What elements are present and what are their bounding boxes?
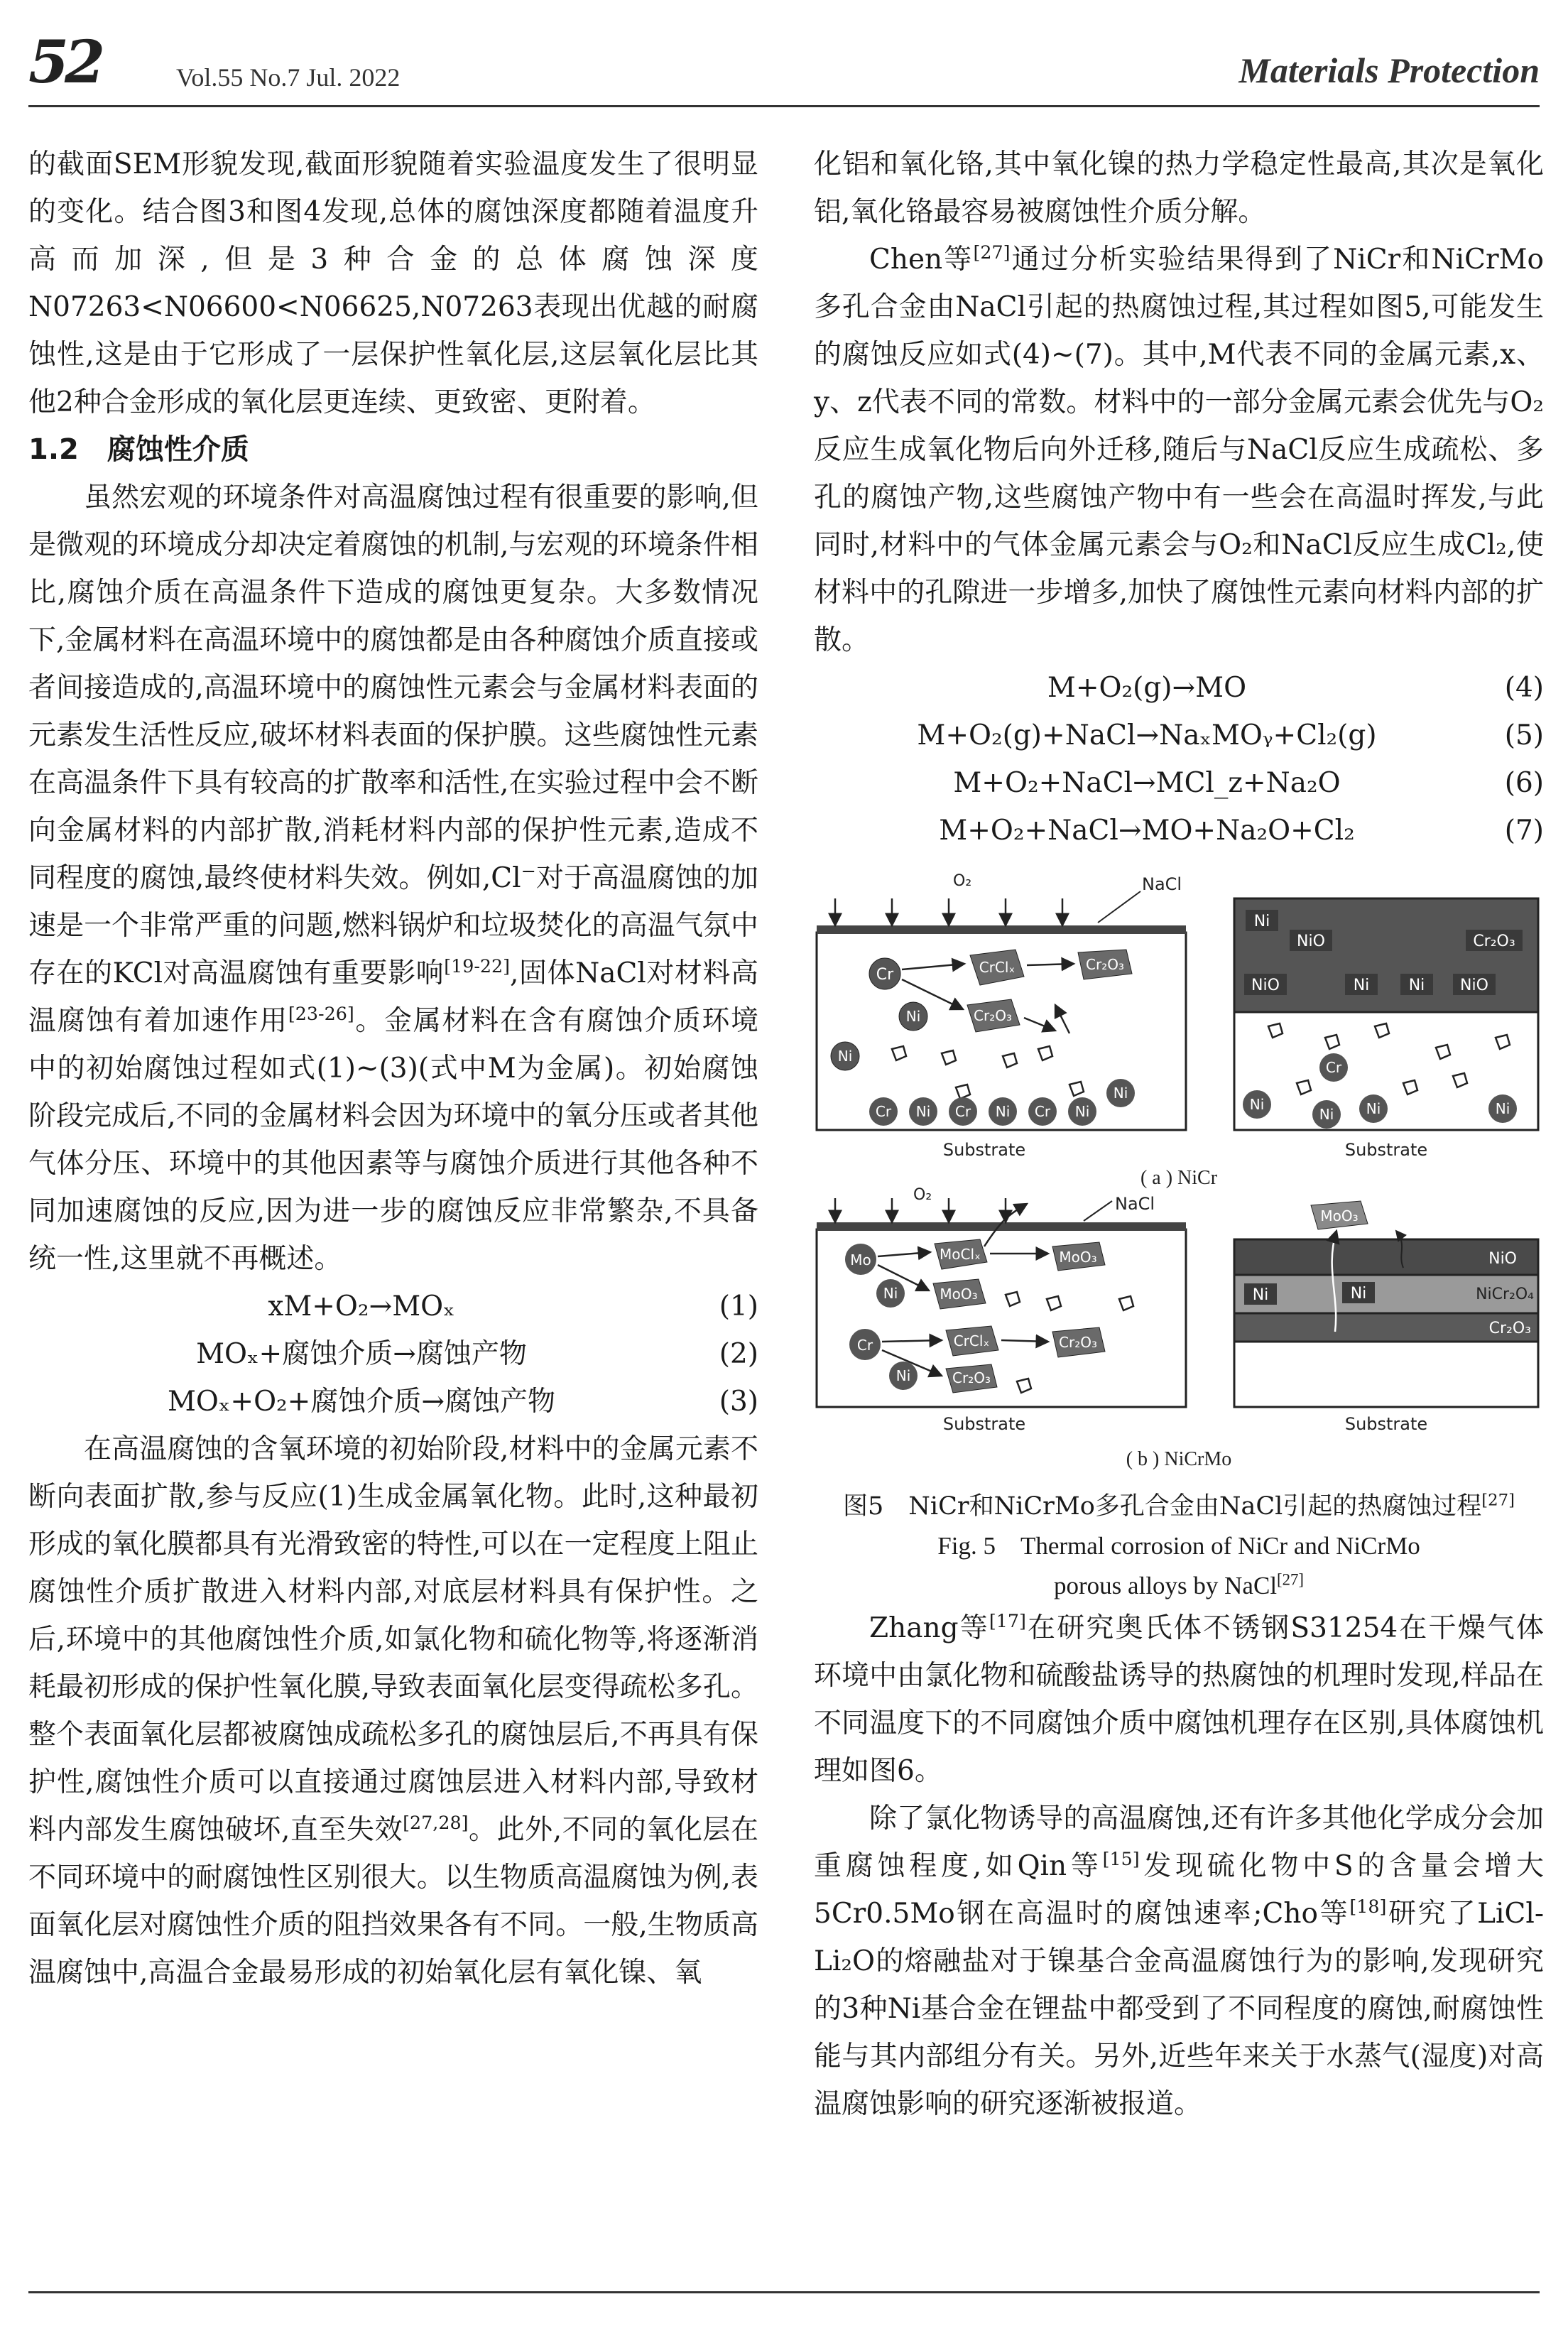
- figure-5: [814, 870, 1544, 1599]
- ni-atom: Ni: [895, 1367, 911, 1384]
- citation: [27]: [973, 241, 1011, 263]
- ni-label: Ni: [1253, 913, 1270, 930]
- ni-atom: Ni: [1249, 1096, 1265, 1113]
- cr-atom: Cr: [876, 966, 894, 984]
- figure-caption-en: Fig. 5 Thermal corrosion of NiCr and NiCrMo: [937, 1532, 1420, 1560]
- figure-caption-cn: 图5 NiCr和NiCrMo多孔合金由NaCl引起的热腐蚀过程[27]: [842, 1491, 1515, 1521]
- equation-2: MOₓ+腐蚀介质→腐蚀产物 (2): [196, 1338, 758, 1370]
- ni-atom: Ni: [1495, 1100, 1510, 1117]
- substrate-label: Substrate: [942, 1140, 1026, 1160]
- nio-label: NiO: [1251, 977, 1280, 994]
- cr2o3-product: Cr₂O₃: [1086, 956, 1124, 973]
- figure-5-diagram: [814, 870, 1544, 1580]
- citation: [19-22]: [444, 955, 511, 977]
- paragraph: Chen等[27]通过分析实验结果得到了NiCr和NiCrMo多孔合金由NaCl引起的热腐蚀过程,其过程如图5,可能发生的腐蚀反应如式(4)~(7)。其中,M代表不同的金属元素,x、y、z代表不同的常数。材料中的一部分金属元素会优先与O₂反应生成氧化物后向外迁移,随后与NaCl反应生成疏松、多孔的腐蚀产物,这些腐蚀产物中有一些会在高温时挥发,与此同时,材料中的气体金属元素会与O₂和NaCl反应生成Cl₂,使材料中的孔隙进一步增多,加快了腐蚀性元素向材料内部的扩散。: [814, 241, 1545, 656]
- equation-1: xM+O₂→MOₓ (1): [268, 1291, 758, 1322]
- nio-label: NiO: [1460, 977, 1488, 994]
- left-column: [28, 141, 758, 1996]
- nio-layer-label: NiO: [1488, 1250, 1517, 1268]
- header-rule: [28, 105, 1540, 107]
- mo-atom: Mo: [850, 1251, 871, 1268]
- moclx-product: MoClₓ: [940, 1246, 981, 1263]
- equation-5: M+O₂(g)+NaCl→NaₓMOᵧ+Cl₂(g) (5): [917, 719, 1544, 751]
- o2-label: O₂: [953, 872, 972, 890]
- cr-atom: Cr: [1325, 1059, 1342, 1076]
- crclx-product: CrClₓ: [979, 959, 1016, 976]
- figure-caption-en-2: porous alloys by NaCl[27]: [1054, 1570, 1304, 1599]
- panel-a-after: [1234, 898, 1538, 1160]
- nacl-label: NaCl: [1142, 874, 1182, 894]
- ni-label: Ni: [1353, 977, 1370, 994]
- paragraph: Zhang等[17]在研究奥氏体不锈钢S31254在干燥气体环境中由氯化物和硫酸盐诱导的热腐蚀的机理时发现,样品在不同温度下的不同腐蚀介质中腐蚀机理存在区别,具体腐蚀机理如图6。: [814, 1610, 1544, 1787]
- paragraph: 虽然宏观的环境条件对高温腐蚀过程有很重要的影响,但是微观的环境成分却决定着腐蚀的机制,与宏观的环境条件相比,腐蚀介质在高温条件下造成的腐蚀更复杂。大多数情况下,金属材料在高温环境中的腐蚀都是由各种腐蚀介质直接或者间接造成的,高温环境中的腐蚀性元素会与金属材料表面的元素发生活性反应,破坏材料表面的保护膜。这些腐蚀性元素在高温条件下具有较高的扩散率和活性,在实验过程中会不断向金属材料的内部扩散,消耗材料内部的保护性元素,造成不同程度的腐蚀,最终使材料失效。例如,Cl−对于高温腐蚀的加速是一个非常严重的问题,燃料锅炉和垃圾焚化的高温气氛中存在的KCl对高温腐蚀有重要影响[19-22],固体NaCl对材料高温腐蚀有着加速作用[23-26]。金属材料在含有腐蚀介质环境中的初始腐蚀过程如式(1)~(3)(式中M为金属)。初始腐蚀阶段完成后,不同的金属材料会因为环境中的氧分压或者其他气体分压、环境中的其他因素等与腐蚀介质进行其他各种不同加速腐蚀的反应,因为进一步的腐蚀反应非常繁杂,不具备统一性,这里就不再概述。: [28, 482, 759, 1275]
- citation: [18]: [1349, 1896, 1387, 1917]
- substrate-label: Substrate: [942, 1414, 1026, 1434]
- ni-label: Ni: [1408, 977, 1425, 994]
- equation-6: M+O₂+NaCl→MCl_z+Na₂O (6): [953, 767, 1544, 799]
- equation-4: M+O₂(g)→MO (4): [1047, 672, 1544, 704]
- subfigure-b-caption: ( b ) NiCrMo: [1126, 1448, 1232, 1470]
- page-number: 52: [28, 28, 102, 97]
- panel-b-before: [817, 1186, 1186, 1434]
- o2-label: O₂: [913, 1186, 932, 1204]
- citation: [17]: [989, 1610, 1026, 1631]
- cr2o3-label: Cr₂O₃: [1473, 933, 1515, 950]
- ni-atom: Ni: [837, 1048, 853, 1065]
- crclx-product: CrClₓ: [953, 1332, 990, 1349]
- citation: [15]: [1102, 1848, 1140, 1869]
- subfigure-a-caption: ( a ) NiCr: [1140, 1167, 1218, 1189]
- cr-atom: Cr: [954, 1103, 971, 1120]
- ni-atom: Ni: [1074, 1103, 1090, 1120]
- cr2o3-product: Cr₂O₃: [1059, 1334, 1097, 1351]
- ni-label: Ni: [1252, 1286, 1269, 1304]
- ni-atom: Ni: [1366, 1100, 1381, 1117]
- paragraph: 在高温腐蚀的含氧环境的初始阶段,材料中的金属元素不断向表面扩散,参与反应(1)生成金属氧化物。此时,这种最初形成的氧化膜都具有光滑致密的特性,可以在一定程度上阻止腐蚀性介质扩散进入材料内部,对底层材料具有保护性。之后,环境中的其他腐蚀性介质,如氯化物和硫化物等,将逐渐消耗最初形成的保护性氧化膜,导致表面氧化层变得疏松多孔。整个表面氧化层都被腐蚀成疏松多孔的腐蚀层后,不再具有保护性,腐蚀性介质可以直接通过腐蚀层进入材料内部,导致材料内部发生腐蚀破坏,直至失效[27,28]。此外,不同的氧化层在不同环境中的耐腐蚀性区别很大。以生物质高温腐蚀为例,表面氧化层对腐蚀性介质的阻挡效果各有不同。一般,生物质高温腐蚀中,高温合金最易形成的初始氧化层有氧化镍、氧: [28, 1433, 758, 1989]
- cr2o3-product: Cr₂O₃: [952, 1369, 991, 1386]
- ni-label: Ni: [1350, 1285, 1367, 1303]
- citation: [23-26]: [288, 1003, 354, 1024]
- ni-atom: Ni: [883, 1285, 898, 1302]
- equation-7: M+O₂+NaCl→MO+Na₂O+Cl₂ (7): [939, 815, 1544, 847]
- panel-b-after: [1234, 1201, 1538, 1434]
- cr-atom: Cr: [856, 1337, 873, 1354]
- ni-atom: Ni: [995, 1103, 1011, 1120]
- ni-atom: Ni: [915, 1103, 931, 1120]
- moo3-product: MoO₃: [1320, 1207, 1359, 1224]
- cr2o3-layer-label: Cr₂O₃: [1488, 1320, 1531, 1337]
- cr-atom: Cr: [1034, 1103, 1051, 1120]
- section-heading: 1.2 腐蚀性介质: [28, 433, 249, 466]
- substrate-label: Substrate: [1344, 1140, 1428, 1160]
- footer-rule: [28, 2291, 1540, 2293]
- journal-name: Materials Protection: [1238, 50, 1540, 90]
- cr2o3-product: Cr₂O₃: [974, 1007, 1012, 1024]
- cr-atom: Cr: [875, 1103, 892, 1120]
- nicr2o4-layer-label: NiCr₂O₄: [1476, 1286, 1534, 1303]
- substrate-label: Substrate: [1344, 1414, 1428, 1434]
- ni-atom: Ni: [1113, 1085, 1128, 1102]
- panel-a-before: [817, 872, 1186, 1160]
- right-column: [814, 141, 1544, 2128]
- moo3-product: MoO₃: [1059, 1249, 1097, 1266]
- paragraph: 化铝和氧化铬,其中氧化镍的热力学稳定性最高,其次是氧化铝,氧化铬最容易被腐蚀性介质分解。: [814, 148, 1544, 228]
- equation-3: MOₓ+O₂+腐蚀介质→腐蚀产物 (3): [167, 1386, 758, 1418]
- paragraph: 的截面SEM形貌发现,截面形貌随着实验温度发生了很明显的变化。结合图3和图4发现,总体的腐蚀深度都随着温度升高而加深,但是3种合金的总体腐蚀深度N07263<N06600<N06625,N07263表现出优越的耐腐蚀性,这是由于它形成了一层保护性氧化层,这层氧化层比其他2种合金形成的氧化层更连续、更致密、更附着。: [28, 148, 758, 418]
- moo3-product: MoO₃: [940, 1286, 978, 1303]
- nacl-label: NaCl: [1115, 1194, 1155, 1214]
- ni-atom: Ni: [1319, 1106, 1334, 1123]
- paragraph: 除了氯化物诱导的高温腐蚀,还有许多其他化学成分会加重腐蚀程度,如Qin等[15]发现硫化物中S的含量会增大5Cr0.5Mo钢在高温时的腐蚀速率;Cho等[18]研究了LiCl-Li₂O的熔融盐对于镍基合金高温腐蚀行为的影响,发现研究的3种Ni基合金在锂盐中都受到了不同程度的腐蚀,耐腐蚀性能与其内部组分有关。另外,近些年来关于水蒸气(湿度)对高温腐蚀影响的研究逐渐被报道。: [814, 1803, 1544, 2120]
- ni-atom: Ni: [905, 1008, 921, 1025]
- citation: [27,28]: [403, 1812, 469, 1833]
- journal-volume: Vol.55 No.7 Jul. 2022: [176, 63, 401, 92]
- nio-label: NiO: [1297, 933, 1325, 950]
